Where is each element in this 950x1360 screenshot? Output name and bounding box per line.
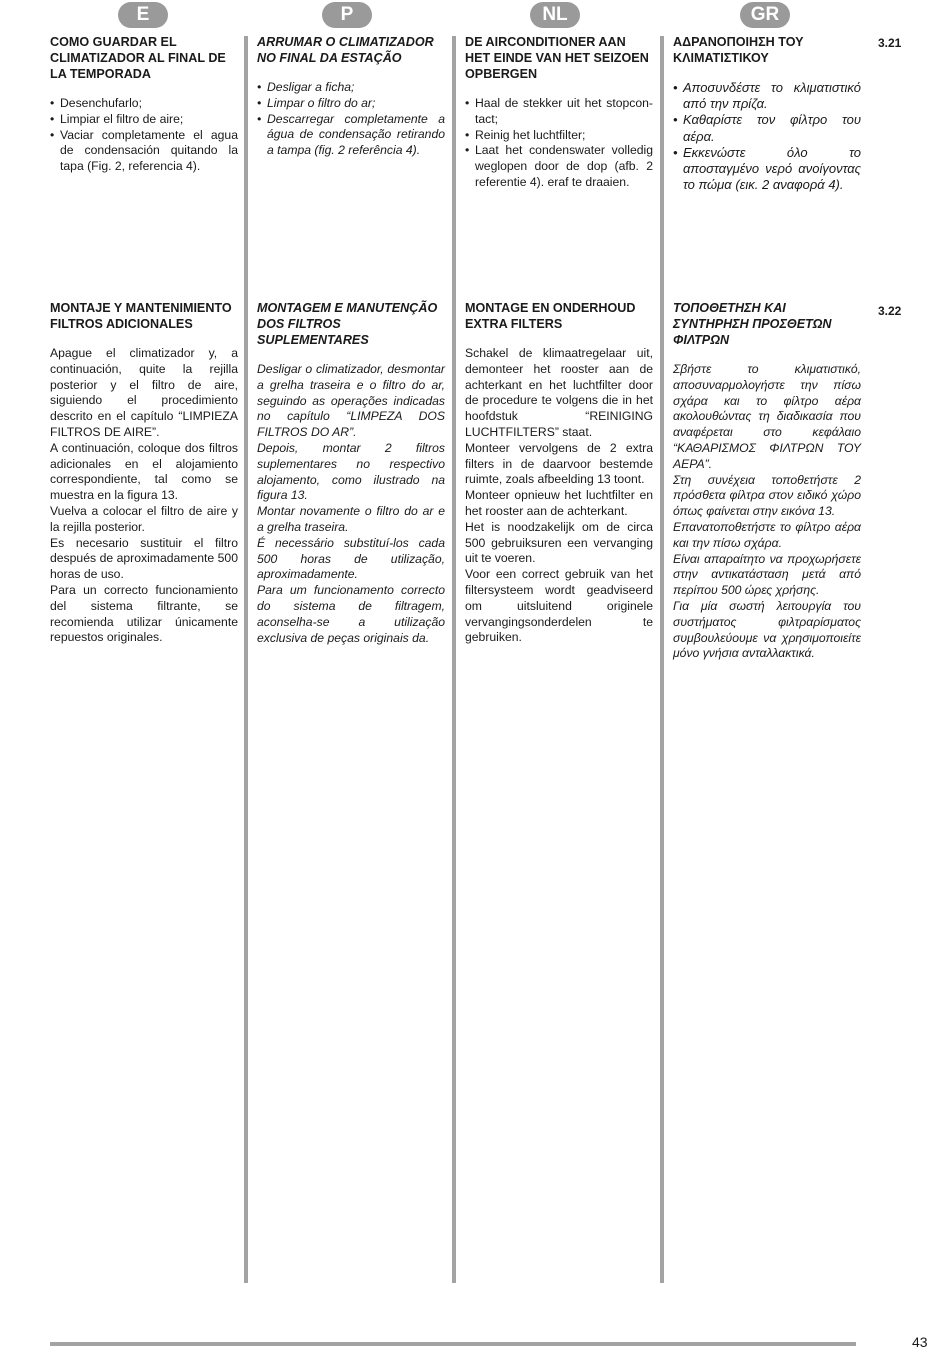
section-body — [50, 346, 238, 646]
step-list — [50, 96, 238, 175]
paragraph: Para um funcionamento correcto do sistema de filtragem, aconselha-se a utilização exclusiva de peças originais da. — [257, 583, 445, 645]
paragraph: Για μία σωστή λειτουργία του συστήματος φιλτραρίσματος συμβουλεύουμε να χρησιμοποιείτε μόνο γνήσια ανταλλακτικά. — [673, 598, 861, 661]
language-badge-nl: NL — [530, 2, 580, 28]
section-heading: ΤΟΠΟΘΕΤΗΣΗ ΚΑΙ ΣΥΝΤΗΡΗΣΗ ΠΡΟΣΘΕΤΩΝ ΦΙΛΤΡΩΝ — [673, 301, 832, 347]
section-3-21-pt — [257, 34, 445, 159]
list-item: • Reinig het luchtfilter; — [465, 128, 653, 144]
paragraph: Apague el climatizador y, a continuación, quite la rejilla posterior y el filtro de aire, siguiendo el procedimiento descrito en el capítulo “LIMPIEZA FILTROS DE AIRE”. — [50, 346, 238, 439]
column-divider — [660, 36, 664, 1283]
paragraph: Σβήστε το κλιματιστικό, αποσυναρμολογήστε την πίσω σχάρα και το φίλτρο αέρα ακολουθώντας τη διαδικασία που αναφέρεται στο κεφάλαιο “ΚΑΘΑΡΙΣΜΟΣ ΦΙΛΤΡΩΝ ΤΟΥ ΑΕΡΑ”. — [673, 362, 861, 471]
paragraph: Επανατοποθετήστε το φίλτρο αέρα και την πίσω σχάρα. — [673, 519, 861, 550]
language-badge-pt: P — [322, 2, 372, 28]
list-item: • Laat het condenswater volledig weglopen door de dop (afb. 2 referentie 4). eraf te draaien. — [465, 143, 653, 190]
list-item: • Vaciar completamente el agua de condensación quitando la tapa (Fig. 2, referencia 4). — [50, 128, 238, 175]
section-heading: MONTAGE EN ONDERHOUD EXTRA FILTERS — [465, 301, 636, 331]
section-3-22-pt — [257, 300, 445, 646]
column-divider — [244, 36, 248, 1283]
paragraph: Monteer vervolgens de 2 extra filters in de daarvoor bestemde ruimte, zoals afbeelding 13 toont. — [465, 440, 653, 487]
section-body — [465, 346, 653, 646]
section-3-22-es — [50, 300, 238, 646]
paragraph: Het is noodzakelijk om de circa 500 gebruiksuren een vervanging uit te voeren. — [465, 519, 653, 566]
section-heading: MONTAGEM E MANUTENÇÃO DOS FILTROS SUPLEMENTARES — [257, 301, 438, 347]
paragraph: É necessário substituí-los cada 500 horas de utilização, aproximadamente. — [257, 535, 445, 582]
paragraph: Voor een correct gebruik van het filtersysteem wordt geadviseerd om uitsluitend originele vervangingsonderdelen te gebruiken. — [465, 567, 653, 645]
paragraph: Montar novamente o filtro do ar e a grelha traseira. — [257, 504, 445, 534]
section-body — [257, 362, 445, 646]
step-list — [257, 80, 445, 159]
step-list — [673, 80, 861, 193]
section-3-22-nl — [465, 300, 653, 646]
section-3-21-gr — [673, 34, 861, 193]
section-number: 3.21 — [878, 36, 902, 50]
paragraph: A continuación, coloque dos filtros adicionales en el alojamiento correspondiente, tal como se muestra en la figura 13. — [50, 440, 238, 503]
paragraph: Είναι απαραίτητο να προχωρήσετε στην αντικατάσταση μετά από περίπου 500 ώρες χρήσης. — [673, 551, 861, 598]
list-item: • Limpiar el filtro de aire; — [50, 112, 238, 128]
paragraph: Depois, montar 2 filtros suplementares no respectivo alojamento, como ilustrado na figura 13. — [257, 440, 445, 503]
list-item: • Καθαρίστε τον φίλτρο του αέρα. — [673, 112, 861, 144]
list-item: • Εκκενώστε όλο το αποσταγμένο νερό ανοίγοντας το πώμα (εικ. 2 αναφορά 4). — [673, 145, 861, 194]
paragraph: Es necesario sustituir el filtro después de aproximadamente 500 horas de uso. — [50, 535, 238, 582]
paragraph: Vuelva a colocar el filtro de aire y la rejilla posterior. — [50, 503, 238, 534]
list-item: • Descarregar completamente a água de condensação retirando a tampa (fig. 2 referência 4). — [257, 112, 445, 159]
section-3-22-gr — [673, 300, 861, 662]
page-number: 43 — [912, 1334, 928, 1350]
section-3-21-nl — [465, 34, 653, 191]
section-heading: MONTAJE Y MANTENIMIENTO FILTROS ADICIONALES — [50, 301, 232, 331]
section-heading: DE AIRCONDITIONER AAN HET EINDE VAN HET SEIZOEN OPBERGEN — [465, 35, 649, 81]
language-badge-es: E — [118, 2, 168, 28]
list-item: • Αποσυνδέστε το κλιματιστικό από την πρίζα. — [673, 80, 861, 112]
footer-rule — [50, 1342, 856, 1346]
section-heading: COMO GUARDAR EL CLIMATIZADOR AL FINAL DE LA TEMPORADA — [50, 35, 226, 81]
section-heading: ARRUMAR O CLIMATIZADOR NO FINAL DA ESTAÇÃO — [257, 35, 434, 65]
paragraph: Para un correcto funcionamiento del sistema filtrante, se recomienda utilizar únicamente repuestos originales. — [50, 582, 238, 645]
section-number: 3.22 — [878, 304, 902, 318]
section-3-21-es — [50, 34, 238, 175]
list-item: • Desenchufarlo; — [50, 96, 238, 112]
step-list — [465, 96, 653, 191]
paragraph: Monteer opnieuw het luchtfilter en het rooster aan de achterkant. — [465, 488, 653, 518]
list-item: • Limpar o filtro do ar; — [257, 96, 445, 112]
list-item: • Desligar a ficha; — [257, 80, 445, 96]
language-badge-gr: GR — [740, 2, 790, 28]
paragraph: Desligar o climatizador, desmontar a grelha traseira e o filtro do ar, seguindo as operações indicadas no capítulo “LIMPEZA DOS FILTROS DO AR”. — [257, 362, 445, 440]
section-body — [673, 362, 861, 662]
paragraph: Στη συνέχεια τοποθετήστε 2 πρόσθετα φίλτρα στον ειδικό χώρο όπως φαίνεται στην εικόνα 13. — [673, 472, 861, 519]
paragraph: Schakel de klimaatregelaar uit, demonteer het rooster aan de achterkant en het luchtfilter door de procedure te volgens die in het hoofdstuk “REINIGING LUCHTFILTERS” staat. — [465, 346, 653, 439]
list-item: • Haal de stekker uit het stopcon-tact; — [465, 96, 653, 128]
section-heading: ΑΔΡΑΝΟΠΟΙΗΣΗ ΤΟΥ ΚΛΙΜΑΤΙΣΤΙΚΟΥ — [673, 35, 804, 65]
column-divider — [452, 36, 456, 1283]
